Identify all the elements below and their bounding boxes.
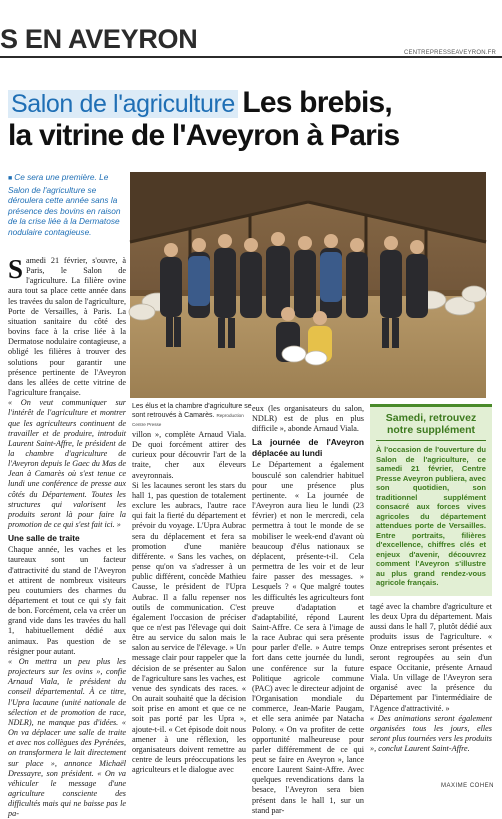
col1-paragraph-4: « On mettra un peu plus les projecteurs sur les ovins », confie Arnaud Viala, le président du conseil départemental. À ce titre, l'Upra lacaune (unité nationale de sélection et de promotion de race, NDLR), ne manque pas d'idées. « On va déplacer une salle de traite et avec nos collègues des Pyrénées, on transformera le lait directement sur place », annonce Michaël Dressayre, son président. « On va véhiculer le message d'une agriculture consciente des difficultés mais qui ne baisse pas le pa- <box>8 656 126 819</box>
col1-paragraph-2: « On veut communiquer sur l'intérêt de l'agriculture et montrer que les agriculteurs continuent de travailler et de produire, introduit Laurent Saint-Affre, le président de la chambre d'agriculture de l'Aveyron depuis le Gaec du Mas de Jean à Camarès où s'est tenue ce lundi une conférence de presse aux côtés du Département. Toutes les structures qui valorisent les produits seront là pour faire la promotion de ce qui s'est fait ici. » <box>8 398 126 530</box>
col2-paragraph-2: Si les lacaunes seront les stars du hall 1, pas question de totalement exclure les aubracs, l'autre race qui fait la fierté du département et prévoir du voyage. L'Upra Aubrac sera du déplacement et fera sa promotion d'une manière différente. « Sans les vaches, on pense qu'on va s'adresser à un public différent, concède Mathieu Causse, le président de l'Upra Aubrac. Il a fallu repenser nos outils de communication. C'est également l'occasion de préciser que ce n'est pas l'élevage qui doit être au service du salon mais le salon au service de l'élevage. » Un message clair pour rappeler que la décision de se présenter au Salon de l'agriculture sans les vaches, est venue des syndicats des races. « On aurait souhaité que la décision soit prise en amont et que ce ne soit pas porté par les Upra », ajoute-t-il. « Cet épisode doit nous amener à une réflexion, les organisateurs doivent remettre au centre de leurs préoccupations les agriculteurs et le dialogue avec <box>132 480 246 775</box>
col1-paragraph-1: amedi 21 février, s'ouvre, à Paris, le Salon de l'agriculture. La filière ovine aura tout sa place cette année dans les travées du salon de l'agriculture, Porte de Versailles, à Paris. La situation sanitaire du côté des bovins face à la crise liée à la Dermatose nodulaire contagieuse, a obligé les filières à trouver des solutions pour garantir une présence pertinente de l'Aveyron dans les allées de cette vitrine de l'agriculture française. <box>8 256 126 398</box>
article-photo <box>130 172 486 398</box>
photo-credit: Reproduction Centre Presse <box>132 413 244 427</box>
subheading-salle-de-traite: Une salle de traite <box>8 533 80 544</box>
article-column-4 <box>370 602 492 784</box>
col2-paragraph-1: villon », complète Arnaud Viala. De quoi forcément attirer des curieux pour découvrir l'art de la traite, cher aux éleveurs aveyronnais. <box>132 430 246 480</box>
col1-paragraph-3: Chaque année, les vaches et les taureaux sont un facteur d'attractivité du stand de l'Aveyron et attirent de nombreux visiteurs peu coutumiers des charmes du département et tout ce qui s'y fait de bon. Forcément, cela va créer un grand vide dans les travées du hall 1, habituellement dédié aux animaux. Pas question de se résigner pour autant. <box>8 545 126 656</box>
lede <box>8 172 124 237</box>
headline-line2: la vitrine de l'Aveyron à Paris <box>8 119 400 152</box>
section-title: S EN AVEYRON <box>0 24 198 54</box>
col3-paragraph-1: eux (les organisateurs du salon, NDLR) est de plus en plus difficile », abonde Arnaud Viala. <box>252 404 364 434</box>
headline-line1: Les brebis, <box>242 86 392 119</box>
article-column-2 <box>132 430 246 784</box>
barn-photo-illustration <box>130 172 486 398</box>
bullet-icon: ■ <box>8 175 13 182</box>
section-header <box>0 22 502 60</box>
col4-paragraph-1: tagé avec la chambre d'agriculture et les deux Upra du département. Mais aussi dans le hall 7, plutôt dédié aux produits issus de l'agriculture. « Onze entreprises seront présentes et seront regroupées au sein d'un espace Occitanie, présente Arnaud Viala. Un village de l'Aveyron sera organisé avec la présence du Département par l'intermédiaire de l'Agence d'attractivité. » <box>370 602 492 713</box>
subheading-journee-aveyron: La journée de l'Aveyron déplacée au lundi <box>252 437 364 459</box>
sidebar-rule <box>376 440 486 441</box>
article-column-1 <box>8 254 126 819</box>
sidebar-title: Samedi, retrouvez notre supplément <box>385 412 477 436</box>
kicker: Salon de l'agriculture <box>8 90 238 118</box>
byline: MAXIME COHEN <box>440 783 494 789</box>
supplement-sidebar <box>370 404 492 596</box>
sidebar-text: À l'occasion de l'ouverture du Salon de l'agriculture, ce samedi 21 février, Centre Presse Aveyron publiera, avec son quotidien, son traditionnel supplément consacré aux forces vives agricoles du département attendues porte de Versailles. Entre portraits, filières d'excellence, chiffres clés et enjeux d'avenir, découvrez comment l'Aveyron s'illustre au plus grand rendez-vous agricole français. <box>376 445 486 587</box>
drop-cap: S <box>8 254 24 284</box>
section-rule <box>0 56 502 58</box>
article-column-3 <box>252 404 364 815</box>
lede-text: Ce sera une première. Le Salon de l'agriculture se déroulera cette année sans la présence des bovins en raison de la crise liée à la Dermatose nodulaire contagieuse. <box>8 172 121 237</box>
photo-caption <box>132 402 258 429</box>
col4-paragraph-2: « Des animations seront également organisées tous les jours, elles seront plus tournées vers les produits », conclut Laurent Saint-Affre. <box>370 713 492 754</box>
col3-paragraph-2: Le Département a également bousculé son calendrier habituel pour une présence plus pertinente. « La journée de l'Aveyron aura lieu le lundi (23 février) et non le mercredi, cela permettra à tout le monde de se mobiliser le week-end d'avant où beaucoup d'élus nationaux se déplacent, présente-t-il. Cela permettra de les voir et de leur faire passer des messages. » Lesquels ? « Que malgré toutes les difficultés les agriculteurs font preuve d'adaptation et d'adaptabilité, répond Laurent Saint-Affre. Ce sera à l'image de la race Aubrac qui sera présente pour parler d'elle. » Autre temps fort dans cette journée du lundi, une conférence sur la future Politique agricole commune (PAC) avec le directeur adjoint de l'Organisation mondiale du commerce, Jean-Marie Paugam, et elle sera animée par Natacha Polony. « On va profiter de cette opportunité malheureuse pour parler différemment de ce qui peut se faire en Aveyron », lance encore Laurent Saint-Affre. Avec quelques revendications dans la besace, l'Aveyron sera bien présent dans le hall 1, sur un stand par- <box>252 460 364 815</box>
source-label: CENTREPRESSEAVEYRON.FR <box>404 50 496 56</box>
caption-text: Les élus et la chambre d'agriculture se sont retrouvés à Camarès. <box>132 403 252 419</box>
headline <box>8 86 494 152</box>
